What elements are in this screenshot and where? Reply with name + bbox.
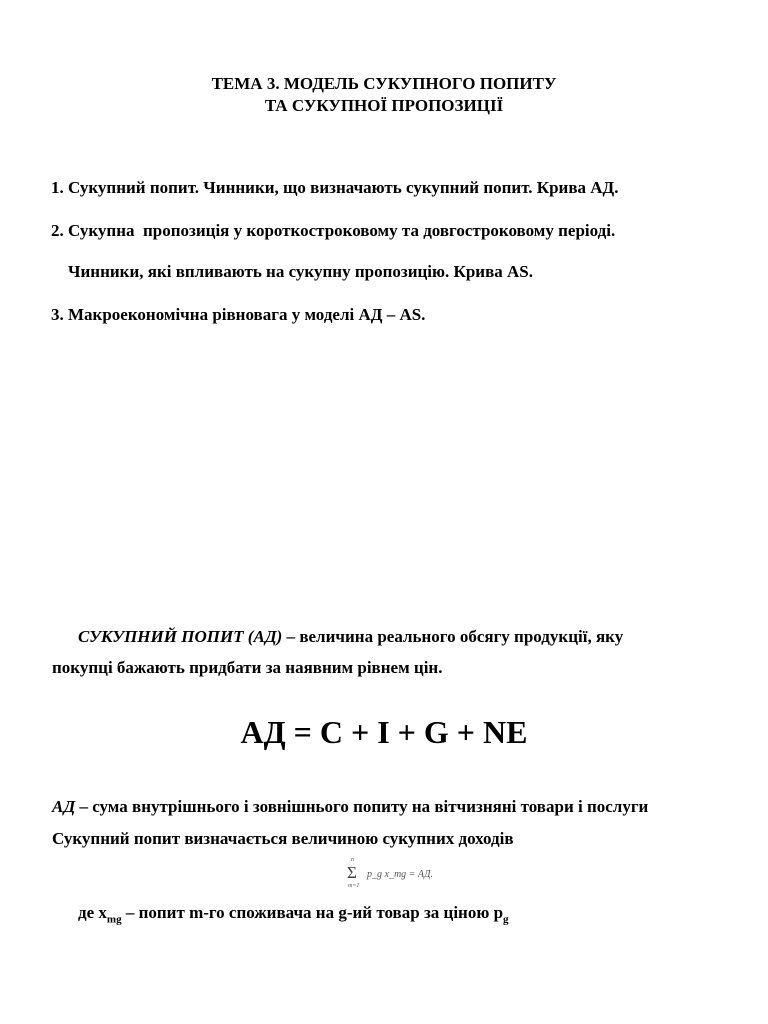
where-note [78,903,509,925]
aggregate-demand-formula: АД = C + I + G + NE [240,714,528,750]
sigma-icon: Σ [347,863,357,882]
outline-item-text: Сукупна пропозиція у короткостроковому та довгостроковому періоді. [68,221,616,240]
where-subscript-mg: mg [106,913,122,926]
definition-line-2: покупці бажають придбати за наявним рівнем цін. [52,658,443,677]
title-line-1: ТЕМА 3. МОДЕЛЬ СУКУПНОГО ПОПИТУ [211,74,557,93]
definition-term: СУКУПНИЙ ПОПИТ (АД) [78,627,283,646]
outline-item-number: 2. [51,221,64,240]
sum-upper-limit: n [351,857,354,863]
income-note: Сукупний попит визначається величиною сукупних доходів [52,829,514,848]
ad-note-text: – сума внутрішнього і зовнішнього попиту на вітчизняні товари і послуги [75,797,649,816]
sum-expression: p_g x_mg = АД. [367,869,434,880]
outline-item-text: Сукупний попит. Чинники, що визначають сукупний попит. Крива АД. [68,178,619,197]
outline-item-number: 3. [51,305,64,324]
outline-item-text: Макроекономічна рівновага у моделі АД – AS. [68,305,426,324]
outline-item-number: 1. [51,178,64,197]
sum-lower-limit: m=1 [348,883,360,889]
document-title [0,73,768,117]
ad-term: АД [52,797,76,816]
ad-note [52,797,648,817]
title-line-2: ТА СУКУПНОЇ ПРОПОЗИЦІЇ [264,96,504,115]
definition-text: – величина реального обсягу продукції, яку [282,627,624,646]
where-prefix: де x [78,903,107,922]
where-middle: – попит m-го споживача на g-ий товар за ціною p [121,903,504,922]
where-subscript-g: g [503,913,509,926]
outline-item-text: Чинники, які впливають на сукупну пропозицію. Крива AS. [68,262,533,281]
definition-line-1 [78,627,623,647]
sum-formula-image [345,857,434,892]
